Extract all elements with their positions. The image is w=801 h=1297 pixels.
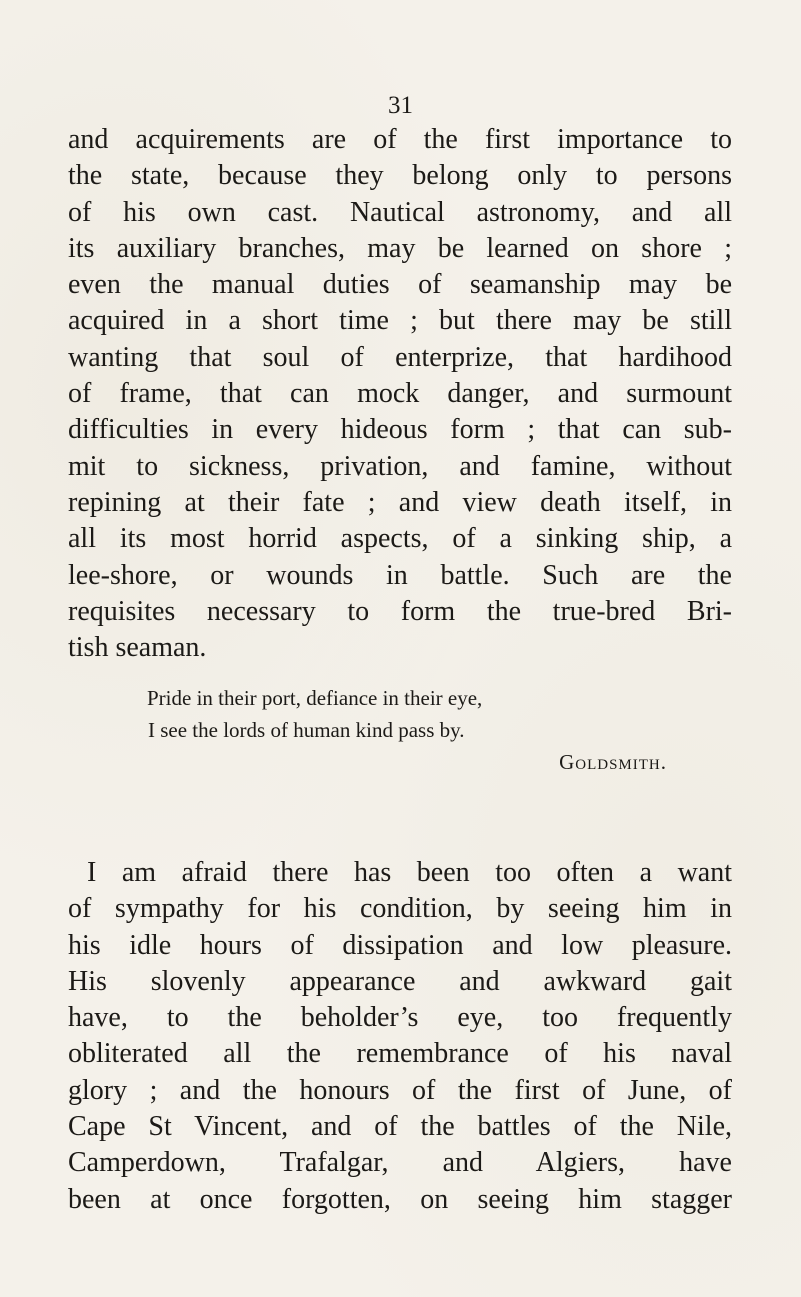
text-line: its auxiliary branches, may be learned on shore ; xyxy=(68,232,732,264)
text-line: mit to sickness, privation, and famine, without xyxy=(68,450,732,482)
quote-attribution: Goldsmith. xyxy=(559,750,667,774)
text-line: all its most horrid aspects, of a sinking ship, a xyxy=(68,523,732,555)
text-line: glory ; and the honours of the first of June, of xyxy=(68,1074,732,1106)
text-line: of sympathy for his condition, by seeing him in xyxy=(68,893,732,925)
text-line: the state, because they belong only to persons xyxy=(68,160,732,192)
page-number: 31 xyxy=(388,92,413,119)
verse-line: I see the lords of human kind pass by. xyxy=(148,718,465,742)
text-line: Camperdown, Trafalgar, and Algiers, have xyxy=(68,1147,732,1179)
text-line: of his own cast. Nautical astronomy, and all xyxy=(68,196,732,228)
paragraph-1 xyxy=(68,122,732,666)
text-line: lee-shore, or wounds in battle. Such are the xyxy=(68,559,732,591)
text-line: difficulties in every hideous form ; that can sub- xyxy=(68,414,732,446)
text-line: have, to the beholder’s eye, too frequently xyxy=(68,1002,732,1034)
text-line: repining at their fate ; and view death itself, in xyxy=(68,486,732,518)
paragraph-2 xyxy=(68,855,732,1218)
text-line: of frame, that can mock danger, and surmount xyxy=(68,378,732,410)
text-line: acquired in a short time ; but there may be still xyxy=(68,305,732,337)
text-line: requisites necessary to form the true-bred Bri- xyxy=(68,595,732,627)
text-line: Cape St Vincent, and of the battles of the Nile, xyxy=(68,1111,732,1143)
text-line: I am afraid there has been too often a want xyxy=(87,857,732,888)
text-line: even the manual duties of seamanship may be xyxy=(68,269,732,301)
text-line: been at once forgotten, on seeing him stagger xyxy=(68,1183,732,1215)
verse-line: Pride in their port, defiance in their eye, xyxy=(147,686,483,710)
text-line: and acquirements are of the first importance to xyxy=(68,124,732,155)
text-line: His slovenly appearance and awkward gait xyxy=(68,965,732,997)
text-line: obliterated all the remembrance of his naval xyxy=(68,1038,732,1070)
text-line: wanting that soul of enterprize, that hardihood xyxy=(68,341,732,373)
verse-quotation xyxy=(147,682,667,778)
text-line: his idle hours of dissipation and low pleasure. xyxy=(68,929,732,961)
text-line: tish seaman. xyxy=(68,632,207,664)
